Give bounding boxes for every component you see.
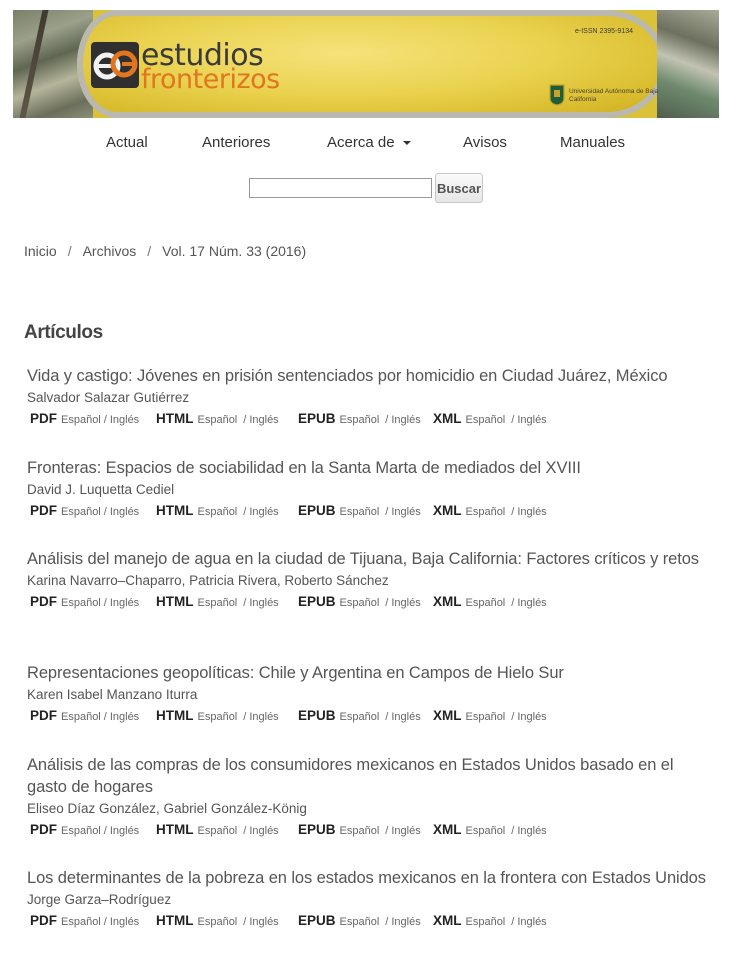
breadcrumb-archives[interactable]: Archivos [82, 243, 137, 259]
galley-english-link[interactable]: Inglés [517, 825, 547, 837]
galley-html [156, 503, 279, 518]
galley-spanish-link[interactable]: Español [197, 597, 238, 609]
galley-separator: / [385, 825, 389, 837]
galley-xml [433, 913, 547, 928]
galley-format-html-link[interactable]: HTML [156, 708, 194, 723]
galley-spanish-link[interactable]: Español [61, 916, 101, 928]
galley-spanish-link[interactable]: Español [339, 711, 380, 723]
galley-english-link[interactable]: Inglés [109, 414, 140, 426]
breadcrumb-separator: / [147, 243, 152, 259]
galley-spanish-link[interactable]: Español [197, 506, 238, 518]
article-authors: David J. Luquetta Cediel [27, 482, 175, 497]
galley-links [27, 501, 707, 521]
main-nav [0, 132, 735, 156]
galley-spanish-link[interactable]: Español [61, 506, 101, 518]
galley-format-xml-link[interactable]: XML [433, 708, 462, 723]
article-item [27, 867, 707, 931]
article-item [27, 548, 707, 612]
galley-format-xml-link[interactable]: XML [433, 913, 462, 928]
galley-format-epub-link[interactable]: EPUB [298, 913, 336, 928]
journal-logo-icon [91, 42, 139, 88]
galley-english-link[interactable]: Inglés [391, 597, 421, 609]
article-authors: Karen Isabel Manzano Iturra [27, 687, 198, 702]
galley-xml [433, 411, 547, 426]
galley-format-pdf-link[interactable]: PDF [30, 411, 57, 426]
galley-spanish-link[interactable]: Español [197, 414, 238, 426]
galley-format-xml-link[interactable]: XML [433, 594, 462, 609]
galley-english-link[interactable]: Inglés [391, 414, 421, 426]
galley-spanish-link[interactable]: Español [61, 597, 101, 609]
galley-english-link[interactable]: Inglés [249, 597, 279, 609]
article-title[interactable]: Los determinantes de la pobreza en los estados mexicanos en la frontera con Estados Unidos [27, 869, 706, 887]
galley-spanish-link[interactable]: Español [339, 414, 380, 426]
galley-links [27, 592, 707, 612]
header-banner[interactable] [13, 10, 719, 118]
galley-spanish-link[interactable]: Español [339, 506, 380, 518]
galley-pdf [30, 594, 139, 609]
galley-separator: / [511, 711, 515, 723]
article-item [27, 754, 707, 840]
galley-separator: / [511, 825, 515, 837]
galley-epub [298, 503, 421, 518]
galley-epub [298, 913, 421, 928]
galley-format-pdf-link[interactable]: PDF [30, 594, 57, 609]
galley-english-link[interactable]: Inglés [109, 825, 140, 837]
galley-english-link[interactable]: Inglés [517, 916, 547, 928]
galley-separator: / [103, 414, 107, 426]
galley-spanish-link[interactable]: Español [465, 916, 506, 928]
galley-html [156, 594, 279, 609]
galley-english-link[interactable]: Inglés [249, 711, 279, 723]
article-item [27, 662, 707, 726]
article-title[interactable]: Fronteras: Espacios de sociabilidad en la Santa Marta de mediados del XVIII [27, 459, 581, 477]
galley-format-pdf-link[interactable]: PDF [30, 913, 57, 928]
galley-separator: / [385, 597, 389, 609]
galley-pdf [30, 913, 139, 928]
galley-separator: / [103, 506, 107, 518]
logo-text-fronterizos: fronterizos [141, 64, 280, 95]
galley-xml [433, 822, 547, 837]
galley-separator: / [243, 825, 247, 837]
galley-separator: / [243, 916, 247, 928]
issn-label: e-ISSN 2395-9134 [575, 28, 633, 35]
galley-separator: / [243, 414, 247, 426]
section-title: Artículos [24, 322, 103, 343]
galley-spanish-link[interactable]: Español [339, 825, 380, 837]
galley-separator: / [243, 506, 247, 518]
breadcrumb [24, 243, 306, 259]
galley-english-link[interactable]: Inglés [391, 916, 421, 928]
galley-format-epub-link[interactable]: EPUB [298, 411, 336, 426]
galley-separator: / [511, 916, 515, 928]
galley-xml [433, 594, 547, 609]
breadcrumb-home[interactable]: Inicio [24, 243, 57, 259]
galley-format-pdf-link[interactable]: PDF [30, 503, 57, 518]
galley-separator: / [103, 711, 107, 723]
galley-html [156, 913, 279, 928]
galley-english-link[interactable]: Inglés [517, 597, 547, 609]
galley-english-link[interactable]: Inglés [391, 711, 421, 723]
galley-format-xml-link[interactable]: XML [433, 503, 462, 518]
galley-english-link[interactable]: Inglés [517, 506, 547, 518]
galley-format-epub-link[interactable]: EPUB [298, 594, 336, 609]
galley-separator: / [385, 711, 389, 723]
galley-english-link[interactable]: Inglés [249, 506, 279, 518]
galley-epub [298, 594, 421, 609]
galley-spanish-link[interactable]: Español [465, 414, 506, 426]
galley-spanish-link[interactable]: Español [465, 711, 506, 723]
galley-format-html-link[interactable]: HTML [156, 503, 194, 518]
article-title[interactable]: Representaciones geopolíticas: Chile y Argentina en Campos de Hielo Sur [27, 664, 564, 682]
galley-format-html-link[interactable]: HTML [156, 594, 194, 609]
galley-separator: / [243, 597, 247, 609]
galley-xml [433, 503, 547, 518]
galley-spanish-link[interactable]: Español [61, 414, 101, 426]
galley-english-link[interactable]: Inglés [391, 825, 421, 837]
article-title[interactable]: Análisis del manejo de agua en la ciudad de Tijuana, Baja California: Factores críticos y retos [27, 550, 699, 568]
galley-spanish-link[interactable]: Español [197, 916, 238, 928]
galley-separator: / [511, 597, 515, 609]
galley-links [27, 706, 707, 726]
nav-item-acerca-de-label: Acerca de [327, 134, 395, 151]
galley-english-link[interactable]: Inglés [517, 711, 547, 723]
galley-english-link[interactable]: Inglés [109, 916, 140, 928]
galley-pdf [30, 503, 139, 518]
search-input[interactable] [249, 178, 432, 198]
article-title[interactable]: Vida y castigo: Jóvenes en prisión sentenciados por homicidio en Ciudad Juárez, México [27, 367, 668, 385]
galley-format-pdf-link[interactable]: PDF [30, 822, 57, 837]
galley-xml [433, 708, 547, 723]
nav-item-anteriores[interactable]: Anteriores [202, 134, 271, 151]
galley-spanish-link[interactable]: Español [197, 711, 238, 723]
galley-html [156, 708, 279, 723]
galley-spanish-link[interactable]: Español [465, 825, 506, 837]
nav-item-actual[interactable]: Actual [106, 134, 148, 151]
galley-pdf [30, 822, 139, 837]
article-authors: Jorge Garza–Rodríguez [27, 892, 172, 907]
galley-format-epub-link[interactable]: EPUB [298, 822, 336, 837]
galley-format-epub-link[interactable]: EPUB [298, 708, 336, 723]
galley-pdf [30, 411, 139, 426]
galley-english-link[interactable]: Inglés [249, 825, 279, 837]
galley-format-html-link[interactable]: HTML [156, 411, 194, 426]
galley-separator: / [103, 825, 107, 837]
galley-format-xml-link[interactable]: XML [433, 822, 462, 837]
galley-epub [298, 411, 421, 426]
galley-html [156, 822, 279, 837]
galley-english-link[interactable]: Inglés [249, 414, 279, 426]
university-crest-icon [549, 84, 565, 106]
article-title[interactable]: Análisis de las compras de los consumidores mexicanos en Estados Unidos basado en el gasto de hogares [27, 756, 674, 796]
galley-format-html-link[interactable]: HTML [156, 822, 194, 837]
galley-spanish-link[interactable]: Español [339, 597, 380, 609]
article-authors: Eliseo Díaz González, Gabriel González-König [27, 801, 307, 816]
border-photo-right [657, 10, 719, 118]
galley-english-link[interactable]: Inglés [249, 916, 279, 928]
galley-separator: / [511, 414, 515, 426]
nav-item-manuales[interactable]: Manuales [560, 134, 626, 151]
nav-item-avisos[interactable]: Avisos [463, 134, 507, 151]
chevron-down-icon [403, 141, 411, 145]
galley-spanish-link[interactable]: Español [197, 825, 238, 837]
galley-separator: / [243, 711, 247, 723]
galley-separator: / [511, 506, 515, 518]
galley-english-link[interactable]: Inglés [391, 506, 421, 518]
galley-format-epub-link[interactable]: EPUB [298, 503, 336, 518]
galley-english-link[interactable]: Inglés [517, 414, 547, 426]
article-item [27, 457, 707, 521]
galley-english-link[interactable]: Inglés [109, 711, 140, 723]
galley-epub [298, 822, 421, 837]
galley-spanish-link[interactable]: Español [61, 825, 101, 837]
galley-spanish-link[interactable]: Español [339, 916, 380, 928]
galley-epub [298, 708, 421, 723]
breadcrumb-separator: / [67, 243, 72, 259]
nav-item-acerca-de[interactable] [327, 134, 411, 151]
logo-text-estudios: estudios [141, 38, 264, 73]
galley-english-link[interactable]: Inglés [109, 506, 140, 518]
galley-format-html-link[interactable]: HTML [156, 913, 194, 928]
galley-links [27, 911, 707, 931]
galley-spanish-link[interactable]: Español [61, 711, 101, 723]
galley-html [156, 411, 279, 426]
breadcrumb-current: Vol. 17 Núm. 33 (2016) [162, 243, 307, 259]
galley-pdf [30, 708, 139, 723]
search-button[interactable]: Buscar [435, 173, 483, 203]
galley-format-xml-link[interactable]: XML [433, 411, 462, 426]
university-name: Universidad Autónoma de Baja California [569, 88, 659, 103]
article-authors: Karina Navarro–Chaparro, Patricia Rivera, Roberto Sánchez [27, 573, 389, 588]
galley-spanish-link[interactable]: Español [465, 506, 506, 518]
galley-spanish-link[interactable]: Español [465, 597, 506, 609]
galley-separator: / [385, 414, 389, 426]
article-authors: Salvador Salazar Gutiérrez [27, 390, 190, 405]
galley-format-pdf-link[interactable]: PDF [30, 708, 57, 723]
galley-english-link[interactable]: Inglés [109, 597, 140, 609]
galley-links [27, 820, 707, 840]
galley-separator: / [385, 916, 389, 928]
galley-separator: / [103, 916, 107, 928]
galley-separator: / [103, 597, 107, 609]
article-item [27, 365, 707, 429]
galley-links [27, 409, 707, 429]
galley-separator: / [385, 506, 389, 518]
